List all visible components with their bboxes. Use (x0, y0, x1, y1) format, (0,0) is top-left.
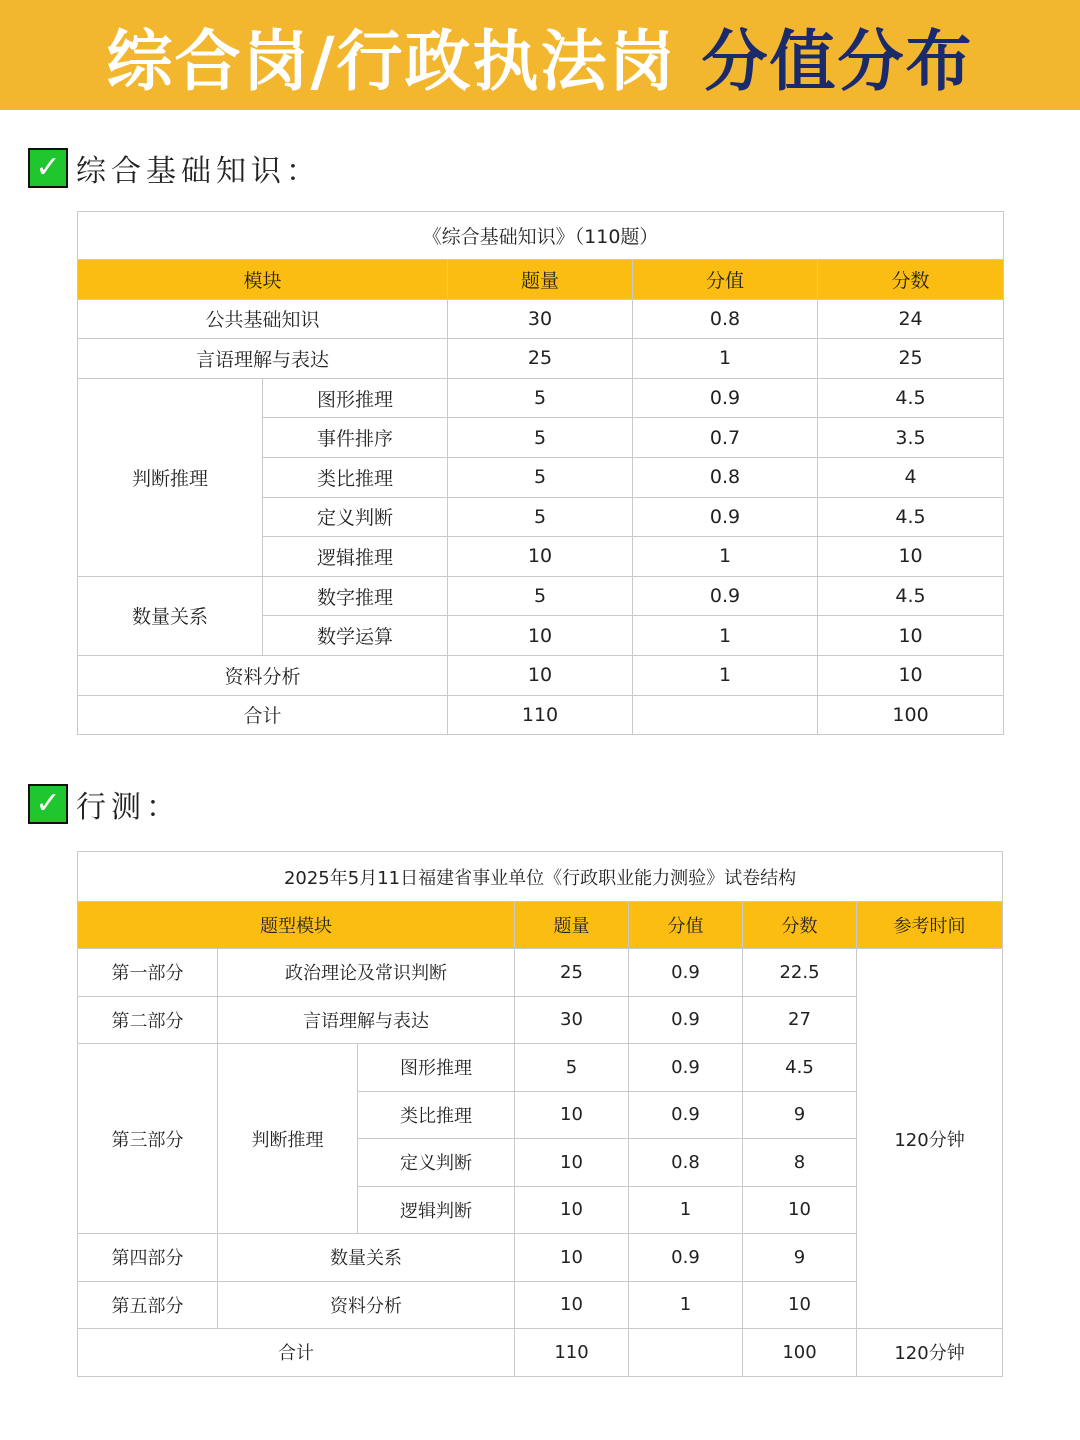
count-cell: 10 (515, 1091, 629, 1139)
count-cell: 10 (448, 537, 633, 577)
score-cell: 10 (818, 655, 1004, 695)
module-cell: 图形推理 (358, 1044, 515, 1092)
section-title: 综合基础知识： (76, 154, 321, 189)
count-cell: 5 (448, 378, 633, 418)
module-cell: 言语理解与表达 (218, 996, 515, 1044)
column-header: 模块 (78, 260, 448, 300)
value-cell: 0.9 (629, 1044, 743, 1092)
module-cell: 资料分析 (78, 655, 448, 695)
count-cell: 10 (515, 1186, 629, 1234)
value-cell: 0.8 (633, 299, 818, 339)
part-cell: 第五部分 (78, 1281, 218, 1329)
module-cell: 逻辑推理 (263, 537, 448, 577)
value-cell: 1 (629, 1186, 743, 1234)
value-cell: 0.9 (629, 1234, 743, 1282)
table-header-row (78, 902, 1003, 949)
count-cell: 25 (448, 339, 633, 379)
module-cell: 图形推理 (263, 378, 448, 418)
aptitude-test-table (77, 851, 1003, 1377)
title-banner (0, 0, 1080, 110)
score-cell: 27 (743, 996, 857, 1044)
part-cell: 第二部分 (78, 996, 218, 1044)
table-caption: 2025年5月11日福建省事业单位《行政职业能力测验》试卷结构 (78, 852, 1003, 902)
time-cell: 120分钟 (857, 949, 1003, 1329)
score-cell: 10 (743, 1186, 857, 1234)
count-cell: 5 (448, 418, 633, 458)
module-cell: 资料分析 (218, 1281, 515, 1329)
total-count: 110 (448, 695, 633, 735)
count-cell: 5 (515, 1044, 629, 1092)
count-cell: 10 (448, 655, 633, 695)
part-cell: 第三部分 (78, 1044, 218, 1234)
score-cell: 3.5 (818, 418, 1004, 458)
group-cell-judgement: 判断推理 (218, 1044, 358, 1234)
module-cell: 类比推理 (263, 457, 448, 497)
count-cell: 10 (515, 1234, 629, 1282)
column-header: 题型模块 (78, 902, 515, 949)
score-cell: 10 (818, 616, 1004, 656)
part-cell: 第一部分 (78, 949, 218, 997)
table-row (78, 299, 1004, 339)
section-heading-basic-knowledge (28, 146, 321, 190)
count-cell: 10 (448, 616, 633, 656)
table-caption-row (78, 852, 1003, 902)
column-header: 分数 (818, 260, 1004, 300)
group-cell-quantity: 数量关系 (78, 576, 263, 655)
value-cell: 0.8 (633, 457, 818, 497)
score-cell: 4.5 (818, 576, 1004, 616)
value-cell: 0.9 (633, 576, 818, 616)
table-row (78, 949, 1003, 997)
value-cell: 1 (633, 339, 818, 379)
table-caption-row (78, 212, 1004, 260)
total-label: 合计 (78, 1329, 515, 1377)
total-value (633, 695, 818, 735)
check-mark-icon: ✓ (28, 784, 68, 824)
column-header: 分值 (629, 902, 743, 949)
value-cell: 1 (633, 537, 818, 577)
score-cell: 10 (818, 537, 1004, 577)
module-cell: 数字推理 (263, 576, 448, 616)
check-mark-icon: ✓ (28, 148, 68, 188)
value-cell: 0.9 (633, 378, 818, 418)
basic-knowledge-table (77, 211, 1004, 735)
count-cell: 10 (515, 1139, 629, 1187)
table-total-row (78, 695, 1004, 735)
module-cell: 定义判断 (358, 1139, 515, 1187)
table-caption: 《综合基础知识》（110题） (78, 212, 1004, 260)
value-cell: 0.9 (629, 996, 743, 1044)
table-row (78, 576, 1004, 616)
value-cell: 0.7 (633, 418, 818, 458)
page-title-accent: 分值分布 (701, 22, 974, 100)
score-cell: 9 (743, 1091, 857, 1139)
score-cell: 10 (743, 1281, 857, 1329)
value-cell: 0.9 (633, 497, 818, 537)
module-cell: 定义判断 (263, 497, 448, 537)
column-header: 题量 (448, 260, 633, 300)
module-cell: 数量关系 (218, 1234, 515, 1282)
value-cell: 1 (633, 616, 818, 656)
table-total-row (78, 1329, 1003, 1377)
value-cell: 1 (633, 655, 818, 695)
total-count: 110 (515, 1329, 629, 1377)
count-cell: 5 (448, 497, 633, 537)
total-value (629, 1329, 743, 1377)
table-header-row (78, 260, 1004, 300)
value-cell: 1 (629, 1281, 743, 1329)
score-cell: 24 (818, 299, 1004, 339)
part-cell: 第四部分 (78, 1234, 218, 1282)
count-cell: 10 (515, 1281, 629, 1329)
count-cell: 30 (515, 996, 629, 1044)
section-title: 行测： (76, 790, 181, 825)
score-cell: 4.5 (818, 497, 1004, 537)
column-header: 题量 (515, 902, 629, 949)
score-cell: 9 (743, 1234, 857, 1282)
module-cell: 公共基础知识 (78, 299, 448, 339)
total-score: 100 (818, 695, 1004, 735)
module-cell: 政治理论及常识判断 (218, 949, 515, 997)
score-cell: 8 (743, 1139, 857, 1187)
value-cell: 0.8 (629, 1139, 743, 1187)
count-cell: 25 (515, 949, 629, 997)
module-cell: 类比推理 (358, 1091, 515, 1139)
module-cell: 数学运算 (263, 616, 448, 656)
column-header: 参考时间 (857, 902, 1003, 949)
module-cell: 事件排序 (263, 418, 448, 458)
value-cell: 0.9 (629, 1091, 743, 1139)
module-cell: 言语理解与表达 (78, 339, 448, 379)
module-cell: 逻辑判断 (358, 1186, 515, 1234)
score-cell: 4 (818, 457, 1004, 497)
total-label: 合计 (78, 695, 448, 735)
score-cell: 22.5 (743, 949, 857, 997)
value-cell: 0.9 (629, 949, 743, 997)
section-heading-aptitude-test (28, 782, 181, 826)
column-header: 分值 (633, 260, 818, 300)
score-cell: 4.5 (818, 378, 1004, 418)
score-cell: 25 (818, 339, 1004, 379)
table-row (78, 655, 1004, 695)
count-cell: 5 (448, 457, 633, 497)
count-cell: 5 (448, 576, 633, 616)
count-cell: 30 (448, 299, 633, 339)
column-header: 分数 (743, 902, 857, 949)
total-time: 120分钟 (857, 1329, 1003, 1377)
score-cell: 4.5 (743, 1044, 857, 1092)
page-title-main: 综合岗/行政执法岗 (106, 22, 702, 100)
table-row (78, 378, 1004, 418)
page-title (106, 8, 973, 103)
total-score: 100 (743, 1329, 857, 1377)
table-row (78, 339, 1004, 379)
group-cell-judgement: 判断推理 (78, 378, 263, 576)
